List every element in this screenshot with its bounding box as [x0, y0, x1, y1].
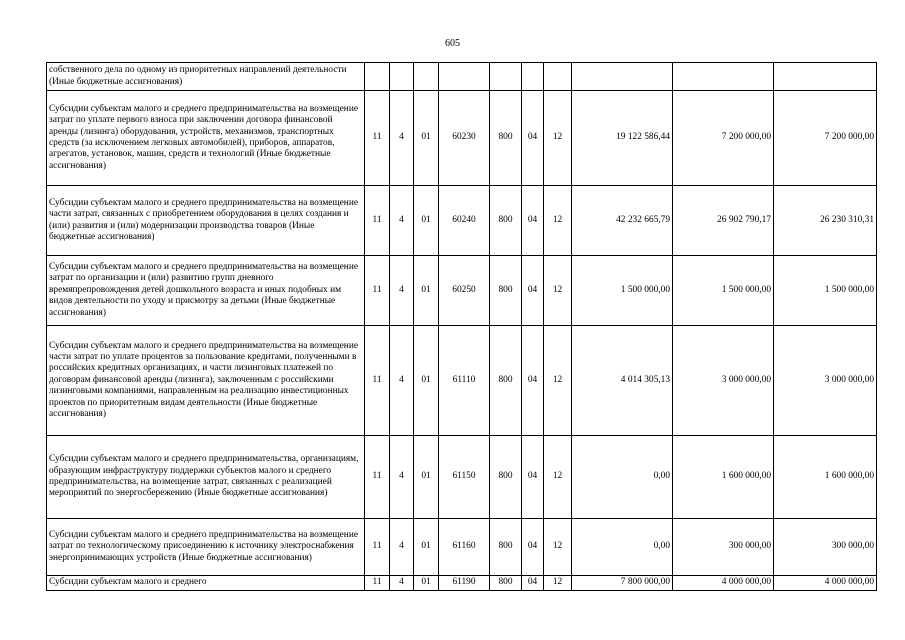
row-description: Субсидии субъектам малого и среднего предпринимательства на возмещение затрат по уплате первого взноса при заключении договора финансовой аренды (лизинга) оборудования, устройств, механизмов, транспортных средств (за исключением легковых автомобилей), приборов, аппаратов, агрегатов, установок, машин, средств и технологий (Иные бюджетные ассигнования) [47, 91, 365, 186]
code-cell: 01 [414, 326, 439, 436]
amount-cell [673, 63, 774, 91]
amount-cell: 1 600 000,00 [673, 436, 774, 519]
code-cell: 12 [544, 256, 572, 326]
code-cell: 01 [414, 186, 439, 256]
amount-cell: 7 200 000,00 [673, 91, 774, 186]
code-cell: 11 [365, 576, 390, 591]
code-cell: 60250 [439, 256, 490, 326]
code-cell: 800 [490, 256, 522, 326]
code-cell: 4 [390, 256, 414, 326]
code-cell: 800 [490, 91, 522, 186]
code-cell: 11 [365, 436, 390, 519]
code-cell: 4 [390, 436, 414, 519]
row-description: Субсидии субъектам малого и среднего предпринимательства, организациям, образующим инфраструктуру поддержки субъектов малого и среднего предпринимательства, на возмещение затрат, связанных с реализацией мероприятий по энергосбережению (Иные бюджетные ассигнования) [47, 436, 365, 519]
code-cell: 12 [544, 326, 572, 436]
amount-cell: 4 000 000,00 [673, 576, 774, 591]
code-cell: 61110 [439, 326, 490, 436]
code-cell: 4 [390, 326, 414, 436]
code-cell: 11 [365, 256, 390, 326]
amount-cell: 19 122 586,44 [572, 91, 673, 186]
code-cell [390, 63, 414, 91]
code-cell [439, 63, 490, 91]
amount-cell: 26 902 790,17 [673, 186, 774, 256]
code-cell: 61160 [439, 519, 490, 576]
code-cell: 800 [490, 576, 522, 591]
code-cell [544, 63, 572, 91]
amount-cell: 1 500 000,00 [673, 256, 774, 326]
amount-cell: 3 000 000,00 [673, 326, 774, 436]
amount-cell: 4 014 305,13 [572, 326, 673, 436]
code-cell: 12 [544, 576, 572, 591]
table-row [47, 63, 877, 91]
amount-cell: 4 000 000,00 [774, 576, 877, 591]
code-cell: 800 [490, 519, 522, 576]
code-cell: 01 [414, 436, 439, 519]
code-cell: 61150 [439, 436, 490, 519]
code-cell: 12 [544, 436, 572, 519]
table-row [47, 256, 877, 326]
code-cell [490, 63, 522, 91]
amount-cell: 1 500 000,00 [572, 256, 673, 326]
code-cell: 4 [390, 91, 414, 186]
amount-cell: 300 000,00 [673, 519, 774, 576]
amount-cell: 42 232 665,79 [572, 186, 673, 256]
code-cell: 01 [414, 256, 439, 326]
code-cell: 4 [390, 186, 414, 256]
code-cell: 04 [522, 519, 544, 576]
code-cell: 60240 [439, 186, 490, 256]
code-cell: 4 [390, 519, 414, 576]
code-cell: 01 [414, 576, 439, 591]
amount-cell [774, 63, 877, 91]
code-cell: 800 [490, 186, 522, 256]
amount-cell: 7 200 000,00 [774, 91, 877, 186]
code-cell: 04 [522, 91, 544, 186]
table-row [47, 326, 877, 436]
row-description: Субсидии субъектам малого и среднего предпринимательства на возмещение части затрат, связанных с приобретением оборудования в целях создания и (или) развития и (или) модернизации производства товаров (Иные бюджетные ассигнования) [47, 186, 365, 256]
code-cell: 04 [522, 436, 544, 519]
table-row [47, 186, 877, 256]
table-row [47, 436, 877, 519]
amount-cell: 0,00 [572, 436, 673, 519]
table-row [47, 91, 877, 186]
code-cell: 11 [365, 519, 390, 576]
amount-cell: 26 230 310,31 [774, 186, 877, 256]
amount-cell: 0,00 [572, 519, 673, 576]
code-cell: 12 [544, 186, 572, 256]
code-cell: 04 [522, 576, 544, 591]
code-cell: 11 [365, 91, 390, 186]
code-cell: 01 [414, 519, 439, 576]
row-description: Субсидии субъектам малого и среднего [47, 576, 365, 591]
code-cell: 800 [490, 326, 522, 436]
amount-cell: 1 500 000,00 [774, 256, 877, 326]
code-cell: 61190 [439, 576, 490, 591]
code-cell: 01 [414, 91, 439, 186]
budget-table [46, 62, 877, 591]
amount-cell: 300 000,00 [774, 519, 877, 576]
code-cell: 12 [544, 519, 572, 576]
table-row [47, 576, 877, 591]
code-cell: 60230 [439, 91, 490, 186]
code-cell: 11 [365, 186, 390, 256]
code-cell [365, 63, 390, 91]
row-description: Субсидии субъектам малого и среднего предпринимательства на возмещение части затрат по уплате процентов за пользование кредитами, полученными в российских кредитных организациях, и части лизинговых платежей по договорам финансовой аренды (лизинга), заключенным с российскими лизинговыми компаниями, направленным на реализацию инвестиционных проектов по приоритетным видам деятельности (Иные бюджетные ассигнования) [47, 326, 365, 436]
amount-cell [572, 63, 673, 91]
amount-cell: 3 000 000,00 [774, 326, 877, 436]
code-cell: 04 [522, 186, 544, 256]
code-cell: 04 [522, 326, 544, 436]
page-number: 605 [445, 38, 460, 49]
row-description: Субсидии субъектам малого и среднего предпринимательства на возмещение затрат по технологическому присоединению к источнику электроснабжения энергопринимающих устройств (Иные бюджетные ассигнования) [47, 519, 365, 576]
amount-cell: 1 600 000,00 [774, 436, 877, 519]
code-cell: 12 [544, 91, 572, 186]
code-cell: 11 [365, 326, 390, 436]
row-description: Субсидии субъектам малого и среднего предпринимательства на возмещение затрат по организации и (или) развитию групп дневного времяпрепровождения детей дошкольного возраста и иных подобных им видов деятельности по уходу и присмотру за детьми (Иные бюджетные ассигнования) [47, 256, 365, 326]
code-cell: 800 [490, 436, 522, 519]
code-cell [522, 63, 544, 91]
row-description: собственного дела по одному из приоритетных направлений деятельности (Иные бюджетные ассигнования) [47, 63, 365, 91]
code-cell: 04 [522, 256, 544, 326]
code-cell: 4 [390, 576, 414, 591]
code-cell [414, 63, 439, 91]
amount-cell: 7 800 000,00 [572, 576, 673, 591]
table-row [47, 519, 877, 576]
